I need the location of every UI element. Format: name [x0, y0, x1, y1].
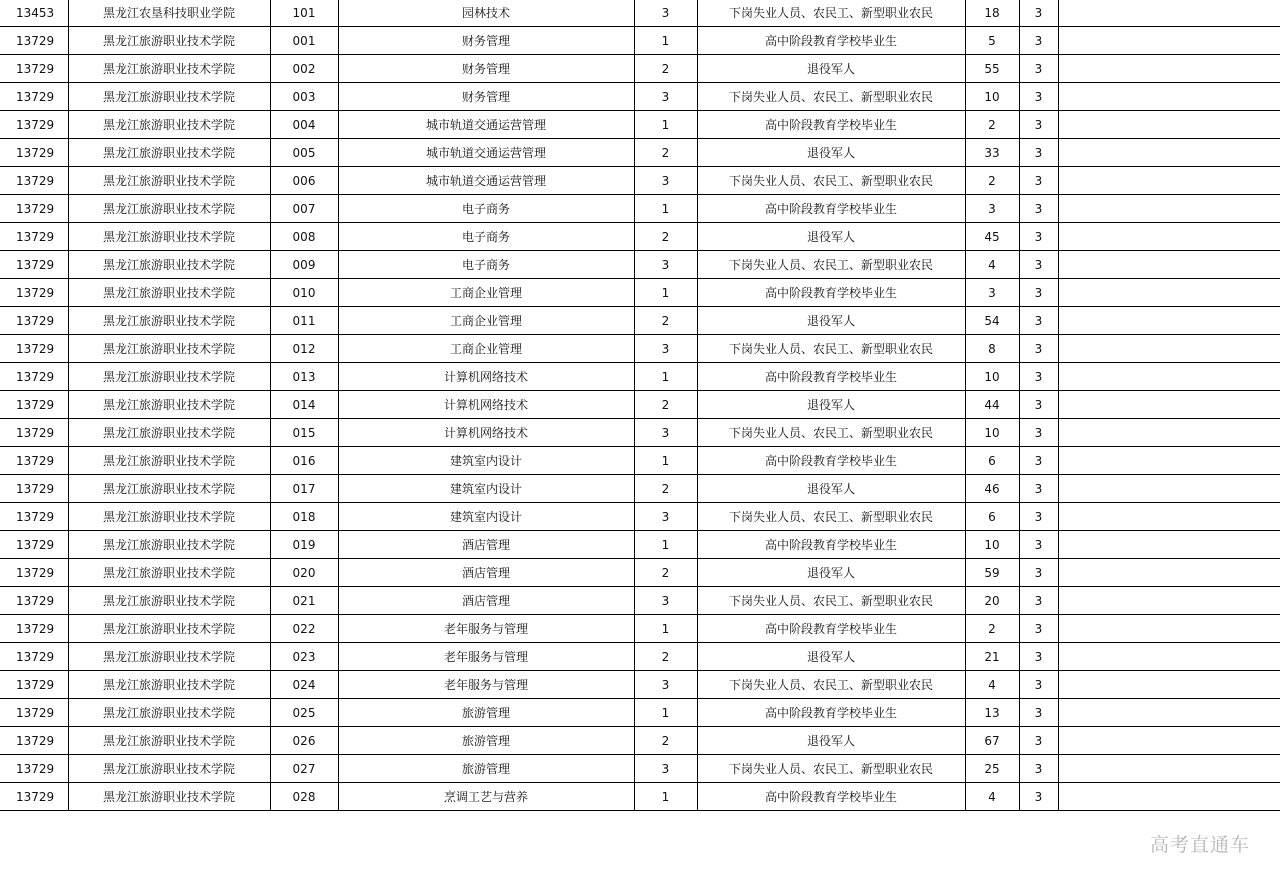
notes-cell [1058, 251, 1280, 279]
category-code-cell: 3 [634, 755, 697, 783]
plan-count-cell: 10 [965, 531, 1019, 559]
school-code-cell: 13729 [0, 195, 68, 223]
major-code-cell: 025 [270, 699, 338, 727]
notes-cell [1058, 167, 1280, 195]
category-code-cell: 1 [634, 111, 697, 139]
school-code-cell: 13729 [0, 391, 68, 419]
school-code-cell: 13729 [0, 251, 68, 279]
major-name-cell: 园林技术 [338, 0, 634, 27]
years-cell: 3 [1019, 195, 1058, 223]
category-code-cell: 1 [634, 279, 697, 307]
school-code-cell: 13729 [0, 475, 68, 503]
table-row [0, 615, 1280, 643]
watermark-logo: 高考直通车 [1149, 834, 1250, 856]
notes-cell [1058, 699, 1280, 727]
notes-cell [1058, 27, 1280, 55]
major-code-cell: 019 [270, 531, 338, 559]
school-name-cell: 黑龙江旅游职业技术学院 [68, 195, 270, 223]
category-name-cell: 下岗失业人员、农民工、新型职业农民 [697, 335, 965, 363]
major-code-cell: 005 [270, 139, 338, 167]
years-cell: 3 [1019, 531, 1058, 559]
category-name-cell: 高中阶段教育学校毕业生 [697, 447, 965, 475]
major-name-cell: 工商企业管理 [338, 307, 634, 335]
table-row [0, 307, 1280, 335]
plan-count-cell: 4 [965, 671, 1019, 699]
notes-cell [1058, 83, 1280, 111]
major-name-cell: 酒店管理 [338, 587, 634, 615]
notes-cell [1058, 615, 1280, 643]
school-name-cell: 黑龙江旅游职业技术学院 [68, 391, 270, 419]
table-row [0, 447, 1280, 475]
major-name-cell: 老年服务与管理 [338, 615, 634, 643]
table-row [0, 195, 1280, 223]
years-cell: 3 [1019, 139, 1058, 167]
category-code-cell: 1 [634, 195, 697, 223]
school-name-cell: 黑龙江旅游职业技术学院 [68, 167, 270, 195]
plan-count-cell: 3 [965, 279, 1019, 307]
notes-cell [1058, 587, 1280, 615]
school-name-cell: 黑龙江旅游职业技术学院 [68, 251, 270, 279]
notes-cell [1058, 223, 1280, 251]
table-row [0, 167, 1280, 195]
major-name-cell: 旅游管理 [338, 699, 634, 727]
category-name-cell: 下岗失业人员、农民工、新型职业农民 [697, 83, 965, 111]
major-name-cell: 城市轨道交通运营管理 [338, 111, 634, 139]
notes-cell [1058, 391, 1280, 419]
notes-cell [1058, 195, 1280, 223]
school-name-cell: 黑龙江旅游职业技术学院 [68, 363, 270, 391]
category-code-cell: 3 [634, 83, 697, 111]
years-cell: 3 [1019, 671, 1058, 699]
major-code-cell: 016 [270, 447, 338, 475]
years-cell: 3 [1019, 755, 1058, 783]
category-code-cell: 3 [634, 503, 697, 531]
major-name-cell: 老年服务与管理 [338, 671, 634, 699]
table-row [0, 83, 1280, 111]
school-name-cell: 黑龙江旅游职业技术学院 [68, 27, 270, 55]
major-code-cell: 012 [270, 335, 338, 363]
category-code-cell: 2 [634, 55, 697, 83]
school-code-cell: 13729 [0, 419, 68, 447]
major-code-cell: 003 [270, 83, 338, 111]
plan-count-cell: 4 [965, 251, 1019, 279]
school-name-cell: 黑龙江旅游职业技术学院 [68, 755, 270, 783]
school-name-cell: 黑龙江旅游职业技术学院 [68, 111, 270, 139]
plan-count-cell: 2 [965, 167, 1019, 195]
table-row [0, 559, 1280, 587]
school-code-cell: 13729 [0, 643, 68, 671]
major-code-cell: 028 [270, 783, 338, 811]
school-code-cell: 13729 [0, 279, 68, 307]
major-name-cell: 城市轨道交通运营管理 [338, 167, 634, 195]
years-cell: 3 [1019, 587, 1058, 615]
category-name-cell: 高中阶段教育学校毕业生 [697, 363, 965, 391]
table-row [0, 587, 1280, 615]
category-name-cell: 高中阶段教育学校毕业生 [697, 279, 965, 307]
category-code-cell: 1 [634, 447, 697, 475]
category-name-cell: 退役军人 [697, 727, 965, 755]
category-name-cell: 下岗失业人员、农民工、新型职业农民 [697, 0, 965, 27]
category-name-cell: 下岗失业人员、农民工、新型职业农民 [697, 251, 965, 279]
major-name-cell: 计算机网络技术 [338, 391, 634, 419]
major-code-cell: 023 [270, 643, 338, 671]
table-row [0, 27, 1280, 55]
major-code-cell: 007 [270, 195, 338, 223]
category-name-cell: 下岗失业人员、农民工、新型职业农民 [697, 419, 965, 447]
plan-count-cell: 46 [965, 475, 1019, 503]
major-name-cell: 电子商务 [338, 223, 634, 251]
school-code-cell: 13729 [0, 783, 68, 811]
school-name-cell: 黑龙江旅游职业技术学院 [68, 475, 270, 503]
school-code-cell: 13729 [0, 615, 68, 643]
school-code-cell: 13729 [0, 27, 68, 55]
category-name-cell: 退役军人 [697, 55, 965, 83]
school-name-cell: 黑龙江旅游职业技术学院 [68, 699, 270, 727]
category-name-cell: 退役军人 [697, 475, 965, 503]
plan-count-cell: 8 [965, 335, 1019, 363]
table-row [0, 783, 1280, 811]
plan-count-cell: 45 [965, 223, 1019, 251]
category-name-cell: 下岗失业人员、农民工、新型职业农民 [697, 167, 965, 195]
table-row [0, 475, 1280, 503]
table-row [0, 279, 1280, 307]
category-code-cell: 3 [634, 587, 697, 615]
school-name-cell: 黑龙江旅游职业技术学院 [68, 83, 270, 111]
school-code-cell: 13729 [0, 83, 68, 111]
plan-count-cell: 10 [965, 363, 1019, 391]
category-name-cell: 退役军人 [697, 391, 965, 419]
notes-cell [1058, 419, 1280, 447]
major-name-cell: 计算机网络技术 [338, 363, 634, 391]
school-name-cell: 黑龙江农垦科技职业学院 [68, 0, 270, 27]
school-name-cell: 黑龙江旅游职业技术学院 [68, 419, 270, 447]
major-code-cell: 018 [270, 503, 338, 531]
table-row [0, 755, 1280, 783]
school-name-cell: 黑龙江旅游职业技术学院 [68, 447, 270, 475]
plan-count-cell: 2 [965, 615, 1019, 643]
category-code-cell: 1 [634, 531, 697, 559]
major-code-cell: 002 [270, 55, 338, 83]
school-code-cell: 13729 [0, 727, 68, 755]
major-name-cell: 烹调工艺与营养 [338, 783, 634, 811]
plan-count-cell: 44 [965, 391, 1019, 419]
category-code-cell: 1 [634, 615, 697, 643]
school-code-cell: 13729 [0, 139, 68, 167]
years-cell: 3 [1019, 363, 1058, 391]
notes-cell [1058, 335, 1280, 363]
table-row [0, 111, 1280, 139]
plan-count-cell: 25 [965, 755, 1019, 783]
major-code-cell: 021 [270, 587, 338, 615]
major-code-cell: 026 [270, 727, 338, 755]
notes-cell [1058, 0, 1280, 27]
category-name-cell: 退役军人 [697, 223, 965, 251]
notes-cell [1058, 783, 1280, 811]
notes-cell [1058, 755, 1280, 783]
school-name-cell: 黑龙江旅游职业技术学院 [68, 615, 270, 643]
school-name-cell: 黑龙江旅游职业技术学院 [68, 223, 270, 251]
years-cell: 3 [1019, 335, 1058, 363]
years-cell: 3 [1019, 699, 1058, 727]
plan-count-cell: 3 [965, 195, 1019, 223]
notes-cell [1058, 503, 1280, 531]
school-name-cell: 黑龙江旅游职业技术学院 [68, 55, 270, 83]
school-name-cell: 黑龙江旅游职业技术学院 [68, 587, 270, 615]
category-code-cell: 1 [634, 699, 697, 727]
school-code-cell: 13729 [0, 671, 68, 699]
major-name-cell: 电子商务 [338, 251, 634, 279]
major-code-cell: 017 [270, 475, 338, 503]
school-code-cell: 13729 [0, 559, 68, 587]
table-row [0, 251, 1280, 279]
category-name-cell: 高中阶段教育学校毕业生 [697, 783, 965, 811]
school-name-cell: 黑龙江旅游职业技术学院 [68, 727, 270, 755]
years-cell: 3 [1019, 643, 1058, 671]
table-row [0, 503, 1280, 531]
table-row [0, 391, 1280, 419]
school-code-cell: 13729 [0, 447, 68, 475]
major-name-cell: 建筑室内设计 [338, 503, 634, 531]
notes-cell [1058, 727, 1280, 755]
category-name-cell: 退役军人 [697, 139, 965, 167]
plan-count-cell: 55 [965, 55, 1019, 83]
years-cell: 3 [1019, 559, 1058, 587]
major-name-cell: 建筑室内设计 [338, 475, 634, 503]
table-row [0, 671, 1280, 699]
notes-cell [1058, 447, 1280, 475]
major-code-cell: 022 [270, 615, 338, 643]
plan-count-cell: 33 [965, 139, 1019, 167]
major-code-cell: 010 [270, 279, 338, 307]
notes-cell [1058, 307, 1280, 335]
notes-cell [1058, 111, 1280, 139]
category-name-cell: 高中阶段教育学校毕业生 [697, 699, 965, 727]
school-code-cell: 13729 [0, 335, 68, 363]
category-code-cell: 1 [634, 27, 697, 55]
school-code-cell: 13453 [0, 0, 68, 27]
major-name-cell: 城市轨道交通运营管理 [338, 139, 634, 167]
school-name-cell: 黑龙江旅游职业技术学院 [68, 783, 270, 811]
major-code-cell: 014 [270, 391, 338, 419]
school-name-cell: 黑龙江旅游职业技术学院 [68, 559, 270, 587]
years-cell: 3 [1019, 279, 1058, 307]
plan-count-cell: 20 [965, 587, 1019, 615]
plan-count-cell: 4 [965, 783, 1019, 811]
notes-cell [1058, 475, 1280, 503]
category-code-cell: 3 [634, 251, 697, 279]
major-code-cell: 027 [270, 755, 338, 783]
category-code-cell: 2 [634, 307, 697, 335]
plan-count-cell: 6 [965, 503, 1019, 531]
category-name-cell: 下岗失业人员、农民工、新型职业农民 [697, 587, 965, 615]
category-name-cell: 退役军人 [697, 559, 965, 587]
plan-count-cell: 6 [965, 447, 1019, 475]
category-code-cell: 3 [634, 167, 697, 195]
school-code-cell: 13729 [0, 111, 68, 139]
major-name-cell: 建筑室内设计 [338, 447, 634, 475]
category-code-cell: 3 [634, 335, 697, 363]
major-name-cell: 财务管理 [338, 27, 634, 55]
major-name-cell: 酒店管理 [338, 559, 634, 587]
major-name-cell: 老年服务与管理 [338, 643, 634, 671]
major-name-cell: 计算机网络技术 [338, 419, 634, 447]
school-name-cell: 黑龙江旅游职业技术学院 [68, 671, 270, 699]
years-cell: 3 [1019, 475, 1058, 503]
school-name-cell: 黑龙江旅游职业技术学院 [68, 643, 270, 671]
major-name-cell: 工商企业管理 [338, 335, 634, 363]
category-name-cell: 下岗失业人员、农民工、新型职业农民 [697, 671, 965, 699]
category-code-cell: 2 [634, 643, 697, 671]
table-row [0, 419, 1280, 447]
school-code-cell: 13729 [0, 363, 68, 391]
notes-cell [1058, 643, 1280, 671]
plan-count-cell: 10 [965, 83, 1019, 111]
major-name-cell: 酒店管理 [338, 531, 634, 559]
school-name-cell: 黑龙江旅游职业技术学院 [68, 139, 270, 167]
plan-count-cell: 54 [965, 307, 1019, 335]
major-name-cell: 旅游管理 [338, 727, 634, 755]
major-code-cell: 024 [270, 671, 338, 699]
years-cell: 3 [1019, 307, 1058, 335]
major-code-cell: 011 [270, 307, 338, 335]
years-cell: 3 [1019, 447, 1058, 475]
plan-count-cell: 67 [965, 727, 1019, 755]
category-name-cell: 退役军人 [697, 643, 965, 671]
category-code-cell: 3 [634, 0, 697, 27]
major-name-cell: 电子商务 [338, 195, 634, 223]
plan-count-cell: 10 [965, 419, 1019, 447]
years-cell: 3 [1019, 783, 1058, 811]
notes-cell [1058, 671, 1280, 699]
school-name-cell: 黑龙江旅游职业技术学院 [68, 503, 270, 531]
category-name-cell: 下岗失业人员、农民工、新型职业农民 [697, 503, 965, 531]
school-name-cell: 黑龙江旅游职业技术学院 [68, 335, 270, 363]
years-cell: 3 [1019, 419, 1058, 447]
plan-count-cell: 5 [965, 27, 1019, 55]
notes-cell [1058, 559, 1280, 587]
notes-cell [1058, 139, 1280, 167]
major-code-cell: 001 [270, 27, 338, 55]
school-code-cell: 13729 [0, 531, 68, 559]
table-row [0, 139, 1280, 167]
school-code-cell: 13729 [0, 167, 68, 195]
major-code-cell: 020 [270, 559, 338, 587]
school-code-cell: 13729 [0, 587, 68, 615]
category-code-cell: 3 [634, 419, 697, 447]
category-name-cell: 高中阶段教育学校毕业生 [697, 27, 965, 55]
years-cell: 3 [1019, 391, 1058, 419]
category-code-cell: 2 [634, 559, 697, 587]
table-row [0, 335, 1280, 363]
school-code-cell: 13729 [0, 755, 68, 783]
years-cell: 3 [1019, 615, 1058, 643]
plan-count-cell: 18 [965, 0, 1019, 27]
major-name-cell: 工商企业管理 [338, 279, 634, 307]
major-name-cell: 财务管理 [338, 83, 634, 111]
table-row [0, 699, 1280, 727]
years-cell: 3 [1019, 727, 1058, 755]
years-cell: 3 [1019, 167, 1058, 195]
category-code-cell: 2 [634, 475, 697, 503]
table-row [0, 727, 1280, 755]
table-row [0, 0, 1280, 27]
years-cell: 3 [1019, 0, 1058, 27]
major-name-cell: 旅游管理 [338, 755, 634, 783]
school-name-cell: 黑龙江旅游职业技术学院 [68, 531, 270, 559]
notes-cell [1058, 531, 1280, 559]
major-code-cell: 004 [270, 111, 338, 139]
years-cell: 3 [1019, 251, 1058, 279]
major-code-cell: 006 [270, 167, 338, 195]
plan-count-cell: 21 [965, 643, 1019, 671]
school-code-cell: 13729 [0, 307, 68, 335]
category-name-cell: 高中阶段教育学校毕业生 [697, 111, 965, 139]
years-cell: 3 [1019, 27, 1058, 55]
category-code-cell: 1 [634, 363, 697, 391]
category-code-cell: 2 [634, 223, 697, 251]
notes-cell [1058, 363, 1280, 391]
major-code-cell: 013 [270, 363, 338, 391]
years-cell: 3 [1019, 223, 1058, 251]
plan-count-cell: 13 [965, 699, 1019, 727]
category-name-cell: 退役军人 [697, 307, 965, 335]
table-row [0, 223, 1280, 251]
category-code-cell: 2 [634, 391, 697, 419]
table-row [0, 643, 1280, 671]
category-name-cell: 高中阶段教育学校毕业生 [697, 615, 965, 643]
category-name-cell: 高中阶段教育学校毕业生 [697, 195, 965, 223]
table-row [0, 55, 1280, 83]
years-cell: 3 [1019, 503, 1058, 531]
plan-count-cell: 2 [965, 111, 1019, 139]
years-cell: 3 [1019, 83, 1058, 111]
major-code-cell: 101 [270, 0, 338, 27]
category-name-cell: 高中阶段教育学校毕业生 [697, 531, 965, 559]
notes-cell [1058, 55, 1280, 83]
school-code-cell: 13729 [0, 223, 68, 251]
school-code-cell: 13729 [0, 55, 68, 83]
category-code-cell: 2 [634, 727, 697, 755]
school-code-cell: 13729 [0, 699, 68, 727]
category-name-cell: 下岗失业人员、农民工、新型职业农民 [697, 755, 965, 783]
school-name-cell: 黑龙江旅游职业技术学院 [68, 307, 270, 335]
school-name-cell: 黑龙江旅游职业技术学院 [68, 279, 270, 307]
major-code-cell: 008 [270, 223, 338, 251]
major-code-cell: 015 [270, 419, 338, 447]
plan-count-cell: 59 [965, 559, 1019, 587]
years-cell: 3 [1019, 55, 1058, 83]
major-code-cell: 009 [270, 251, 338, 279]
category-code-cell: 2 [634, 139, 697, 167]
table-row [0, 531, 1280, 559]
notes-cell [1058, 279, 1280, 307]
major-name-cell: 财务管理 [338, 55, 634, 83]
category-code-cell: 3 [634, 671, 697, 699]
category-code-cell: 1 [634, 783, 697, 811]
table-row [0, 363, 1280, 391]
years-cell: 3 [1019, 111, 1058, 139]
school-code-cell: 13729 [0, 503, 68, 531]
